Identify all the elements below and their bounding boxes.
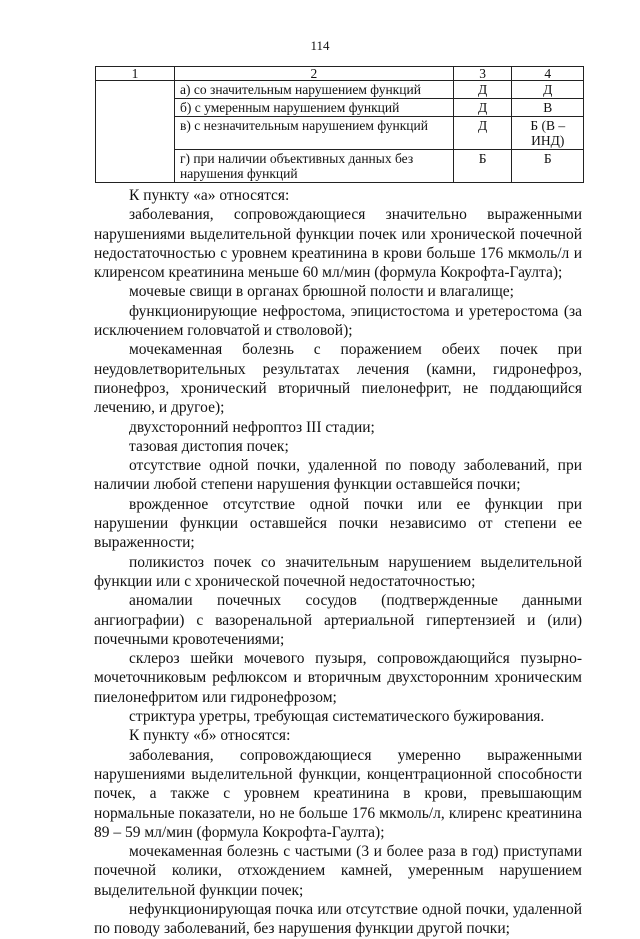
body-text bbox=[94, 186, 582, 939]
paragraph: функционирующие нефростома, эпицистостома и уретеростома (за исключением головчатой и стволовой); bbox=[94, 302, 582, 340]
table-header-row bbox=[96, 67, 584, 81]
paragraph: двухсторонний нефроптоз III стадии; bbox=[129, 418, 375, 436]
paragraph: заболевания, сопровождающиеся умеренно выраженными нарушениями выделительной функции, концентрационной способности почек, а также с уровнем креатинина в крови, превышающим нормальные показатели, но не больше 176 мкмоль/л, клиренс креатинина 89 – 59 мл/мин (формула Кокрофта-Гаулта); bbox=[94, 746, 582, 841]
paragraph: мочекаменная болезнь с частыми (3 и более раза в год) приступами почечной колики, отхождением камней, умеренным нарушением выделительной функции почек; bbox=[94, 843, 582, 899]
table-condition-cell: в) с незначительным нарушением функций bbox=[175, 117, 454, 150]
table-category-cell: Б bbox=[512, 150, 584, 183]
paragraph: стриктура уретры, требующая систематического бужирования. bbox=[129, 708, 545, 726]
table-category-cell: Д bbox=[512, 81, 584, 99]
paragraph: склероз шейки мочевого пузыря, сопровождающийся пузырно-мочеточниковым рефлюксом и вторичным двухсторонним хроническим пиелонефритом или гидронефрозом; bbox=[94, 650, 582, 706]
table-header-cell: 2 bbox=[175, 67, 454, 81]
table-category-cell: Б (В – ИНД) bbox=[512, 117, 584, 150]
paragraph: мочевые свищи в органах брюшной полости и влагалище; bbox=[129, 283, 514, 301]
paragraph: отсутствие одной почки, удаленной по поводу заболеваний, при наличии любой степени нарушения функции оставшейся почки; bbox=[94, 457, 582, 494]
paragraph: поликистоз почек со значительным нарушением выделительной функции или с хронической почечной недостаточностью; bbox=[94, 553, 582, 590]
paragraph: К пункту «а» относятся: bbox=[129, 187, 290, 204]
paragraph: заболевания, сопровождающиеся значительно выраженными нарушениями выделительной функции почек или хронической почечной недостаточностью с уровнем креатинина в крови больше 176 мкмоль/л и клиренсом креатинина меньше 60 мл/мин (формула Кокрофта-Гаулта); bbox=[94, 206, 582, 282]
page-number: 114 bbox=[310, 38, 330, 53]
table-header-cell: 3 bbox=[453, 67, 512, 81]
paragraph: врожденное отсутствие одной почки или ее функции при нарушении функции оставшейся почки независимо от степени ее выраженности; bbox=[94, 495, 582, 552]
table-category-cell: В bbox=[512, 99, 584, 117]
paragraph: К пункту «б» относятся: bbox=[129, 727, 291, 745]
table-category-cell: Д bbox=[453, 81, 512, 99]
category-table bbox=[95, 66, 584, 183]
table-header-cell: 4 bbox=[512, 67, 584, 81]
table-category-cell: Д bbox=[453, 117, 512, 150]
table-header-cell: 1 bbox=[96, 67, 175, 81]
table-row bbox=[96, 81, 584, 99]
table-condition-cell: б) с умеренным нарушением функций bbox=[175, 99, 454, 117]
paragraph: нефункционирующая почка или отсутствие одной почки, удаленной по поводу заболеваний, без нарушения функции другой почки; bbox=[94, 900, 582, 938]
paragraph: мочекаменная болезнь с поражением обеих почек при неудовлетворительных результатах лечения (камни, гидронефроз, пионефроз, хронический вторичный пиелонефрит, не поддающийся лечению, и другое); bbox=[94, 341, 582, 417]
table-article-cell bbox=[96, 81, 175, 183]
table-condition-cell: а) со значительным нарушением функций bbox=[175, 81, 454, 99]
table-category-cell: Б bbox=[453, 150, 512, 183]
paragraph: тазовая дистопия почек; bbox=[129, 437, 289, 455]
table-category-cell: Д bbox=[453, 99, 512, 117]
table-condition-cell: г) при наличии объективных данных без нарушения функций bbox=[175, 150, 454, 183]
paragraph: аномалии почечных сосудов (подтвержденные данными ангиографии) с вазоренальной артериальной гипертензией и (или) почечными кровотечениями; bbox=[94, 592, 582, 648]
